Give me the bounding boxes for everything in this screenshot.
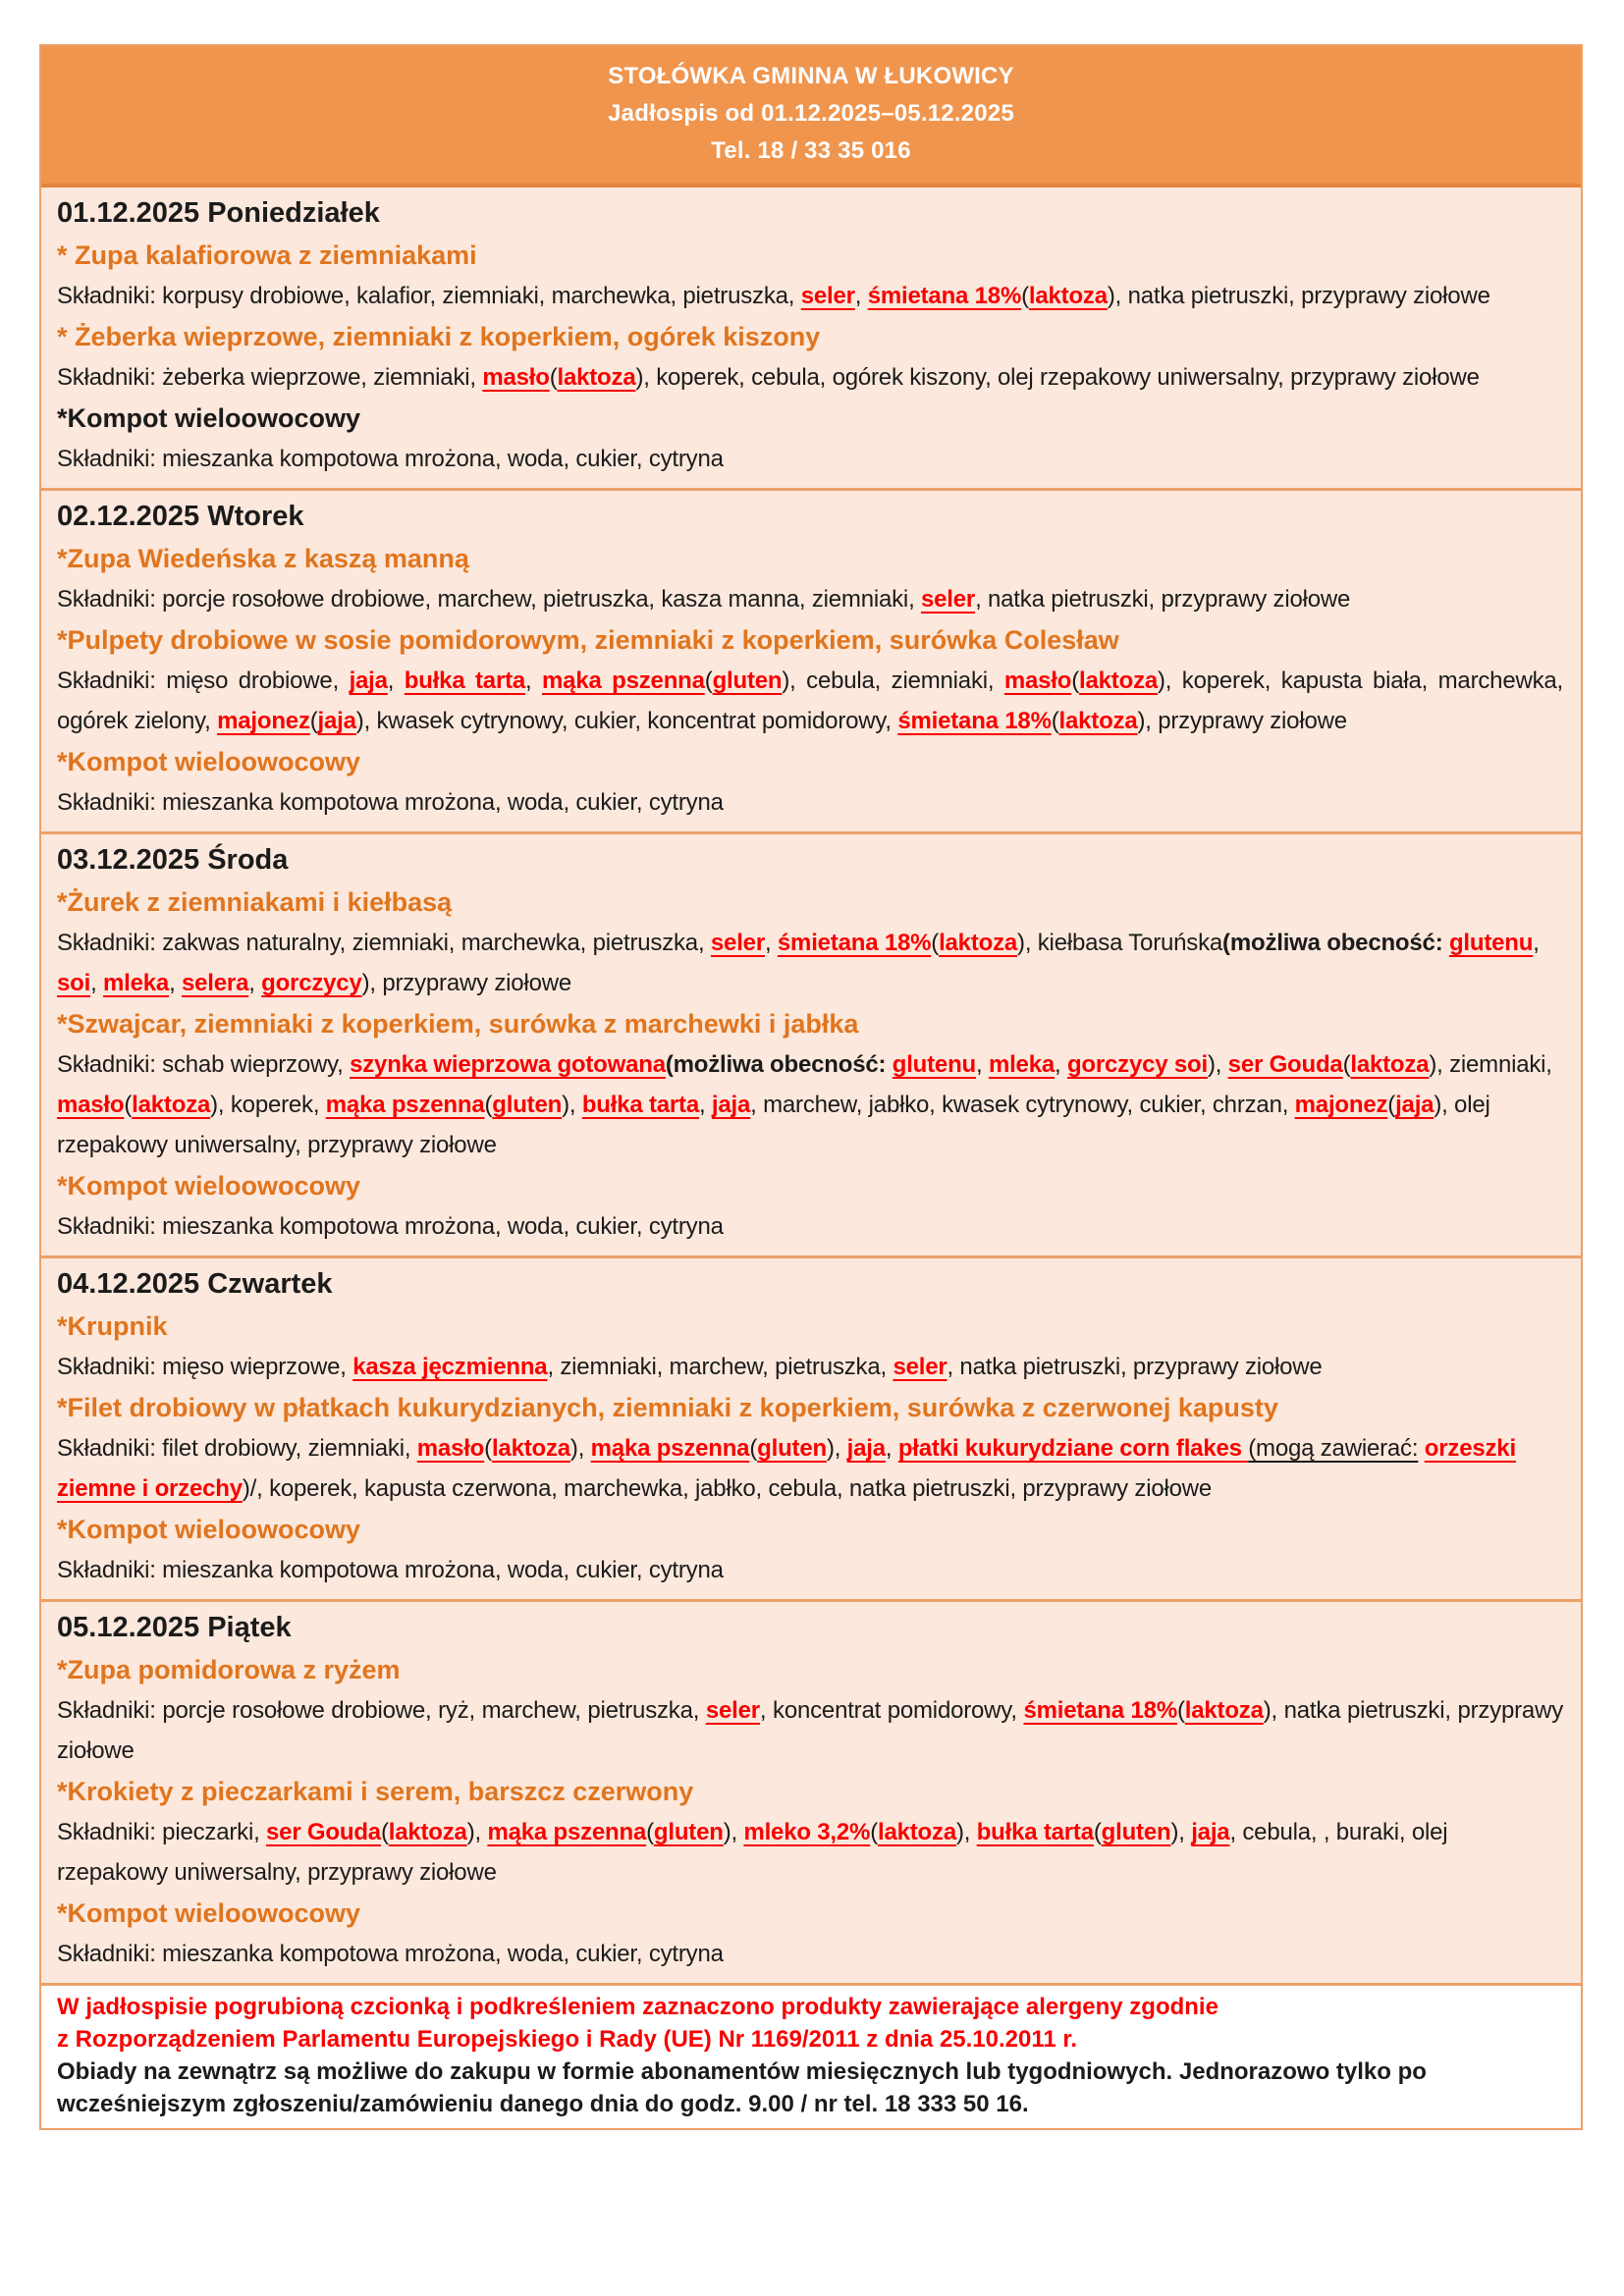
allergen-text: jaja: [317, 708, 356, 734]
dish-title: *Szwajcar, ziemniaki z koperkiem, surówka z marchewki i jabłka: [57, 1009, 859, 1039]
allergen-text: masło: [416, 1435, 485, 1462]
ingredient-text: (: [749, 1435, 758, 1462]
allergen-text: bułka tarta: [976, 1819, 1094, 1845]
ingredient-text: Składniki: mieszanka kompotowa mrożona, woda, cukier, cytryna: [57, 1941, 724, 1967]
ingredient-text: , natka pietruszki, przyprawy ziołowe: [975, 586, 1351, 613]
ingredient-text: ,: [169, 970, 183, 996]
allergen-text: gluten: [1101, 1819, 1171, 1845]
ingredient-text: ),: [1170, 1819, 1192, 1845]
ingredient-text: ), koperek,: [210, 1092, 326, 1118]
ingredient-text: ,: [976, 1051, 989, 1078]
allergen-text: glutenu: [1448, 930, 1534, 956]
dish-ingredients: [57, 1428, 1563, 1509]
allergen-text: laktoza: [939, 930, 1018, 956]
dish-title: *Krupnik: [57, 1311, 168, 1341]
dish-ingredients: [57, 1044, 1563, 1165]
day-date-heading: 05.12.2025 Piątek: [57, 1612, 292, 1643]
allergen-text: seler: [921, 586, 976, 613]
footer-ordering-note: Obiady na zewnątrz są możliwe do zakupu w formie abonamentów miesięcznych lub tygodniowych. Jednorazowo tylko po wcześniejszym zgłoszeniu/zamówieniu danego dnia do godz. 9.00 / nr tel. 18 333 50 16.: [57, 2058, 1427, 2117]
ingredient-text: (: [484, 1092, 493, 1118]
allergen-text: selera: [182, 970, 249, 996]
dish-ingredients: [57, 1690, 1563, 1771]
allergen-text: glutenu: [892, 1051, 976, 1078]
dish-title: *Kompot wieloowocowy: [57, 1898, 361, 1928]
dish-title: *Kompot wieloowocowy: [57, 1171, 361, 1201]
allergen-text: mleka: [103, 970, 170, 996]
ingredient-text: Składniki: korpusy drobiowe, kalafior, ziemniaki, marchewka, pietruszka,: [57, 283, 801, 309]
allergen-text: seler: [705, 1697, 760, 1724]
allergen-text: kasza jęczmienna: [352, 1354, 548, 1380]
allergen-text: śmietana 18%: [867, 283, 1022, 309]
footer-allergen-note-line: z Rozporządzeniem Parlamentu Europejskiego i Rady (UE) Nr 1169/2011 z dnia 25.10.2011 r.: [57, 2026, 1078, 2053]
day-date-heading: 02.12.2025 Wtorek: [57, 501, 304, 532]
allergen-text: laktoza: [878, 1819, 956, 1845]
ingredient-text: , natka pietruszki, przyprawy ziołowe: [947, 1354, 1323, 1380]
allergen-text: seler: [893, 1354, 947, 1380]
day-section: [41, 831, 1581, 1255]
ingredient-text: Składniki: schab wieprzowy,: [57, 1051, 351, 1078]
ingredient-text: ), cebula, ziemniaki,: [782, 667, 1004, 694]
ingredient-text: ),: [1207, 1051, 1228, 1078]
allergen-text: jaja: [711, 1092, 751, 1118]
allergen-text: mleka: [988, 1051, 1055, 1078]
dish-ingredients: [57, 923, 1563, 1003]
ingredient-text: (: [931, 930, 940, 956]
ingredient-text: Składniki: porcje rosołowe drobiowe, ryż, marchew, pietruszka,: [57, 1697, 706, 1724]
allergen-text: laktoza: [1079, 667, 1159, 694]
canteen-phone: Tel. 18 / 33 35 016: [711, 137, 911, 164]
ingredient-text: , cebula, , buraki, olej rzepakowy uniwersalny, przyprawy ziołowe: [57, 1819, 1448, 1886]
dish-ingredients: [57, 1347, 1563, 1387]
ingredient-text: ), natka pietruszki, przyprawy ziołowe: [1107, 283, 1490, 309]
menu-days: [41, 187, 1581, 1983]
ingredient-text: (: [1021, 283, 1029, 309]
allergen-text: laktoza: [388, 1819, 467, 1845]
ingredient-text: (: [646, 1819, 654, 1845]
ingredient-text: ),: [723, 1819, 744, 1845]
dish-ingredients: [57, 782, 1563, 823]
ingredient-text: ), kiełbasa Toruńska: [1017, 930, 1223, 956]
allergen-text: laktoza: [132, 1092, 211, 1118]
ingredient-text: ), kwasek cytrynowy, cukier, koncentrat pomidorowy,: [355, 708, 898, 734]
ingredient-text: ,: [248, 970, 262, 996]
ingredient-text: Składniki: mieszanka kompotowa mrożona, woda, cukier, cytryna: [57, 1213, 724, 1240]
canteen-title: STOŁÓWKA GMINNA W ŁUKOWICY: [608, 63, 1014, 89]
dish-ingredients: [57, 1206, 1563, 1247]
dish-title: *Filet drobiowy w płatkach kukurydzianych, ziemniaki z koperkiem, surówka z czerwonej kapusty: [57, 1393, 1278, 1422]
allergen-text: laktoza: [491, 1435, 570, 1462]
dish-ingredients: [57, 276, 1563, 316]
emphasis-text: (możliwa obecność:: [665, 1051, 893, 1078]
allergen-text: ser Gouda: [266, 1819, 381, 1845]
ingredient-text: )/, koperek, kapusta czerwona, marchewka, jabłko, cebula, natka pietruszki, przyprawy ziołowe: [242, 1475, 1213, 1502]
ingredient-text: ,: [525, 667, 543, 694]
allergen-text: gluten: [712, 667, 783, 694]
allergen-text: gorczycy: [261, 970, 362, 996]
allergen-text: śmietana 18%: [777, 930, 932, 956]
ingredient-text: (: [549, 364, 558, 391]
day-date-heading: 01.12.2025 Poniedziałek: [57, 197, 380, 229]
emphasis-text: (mogą zawierać:: [1248, 1435, 1419, 1462]
ingredient-text: ,: [764, 930, 778, 956]
ingredient-text: ),: [569, 1435, 591, 1462]
allergen-text: mąka pszenna: [542, 667, 705, 694]
ingredient-text: ), natka pietruszki, przyprawy ziołowe: [57, 1697, 1564, 1764]
day-section: [41, 1599, 1581, 1983]
allergen-text: laktoza: [1058, 708, 1138, 734]
ingredient-text: (: [1387, 1092, 1396, 1118]
ingredient-text: Składniki: mieszanka kompotowa mrożona, woda, cukier, cytryna: [57, 789, 724, 816]
allergen-text: masło: [1003, 667, 1072, 694]
dish-ingredients: [57, 357, 1563, 398]
ingredient-text: ,: [1055, 1051, 1067, 1078]
ingredient-text: (: [1093, 1819, 1102, 1845]
ingredient-text: Składniki: mięso wieprzowe,: [57, 1354, 353, 1380]
ingredient-text: ,: [854, 283, 868, 309]
ingredient-text: ), ziemniaki,: [1429, 1051, 1552, 1078]
dish-ingredients: [57, 1812, 1563, 1893]
ingredient-text: ,: [90, 970, 104, 996]
allergen-text: śmietana 18%: [897, 708, 1052, 734]
ingredient-text: Składniki: mięso drobiowe,: [57, 667, 350, 694]
dish-title: *Żurek z ziemniakami i kiełbasą: [57, 887, 453, 917]
allergen-text: laktoza: [557, 364, 636, 391]
allergen-text: płatki kukurydziane corn flakes: [897, 1435, 1249, 1462]
allergen-text: śmietana 18%: [1023, 1697, 1177, 1724]
allergen-text: ser Gouda: [1227, 1051, 1343, 1078]
ingredient-text: Składniki: żeberka wieprzowe, ziemniaki,: [57, 364, 483, 391]
dish-title: *Krokiety z pieczarkami i serem, barszcz czerwony: [57, 1777, 694, 1806]
ingredient-text: ),: [466, 1819, 488, 1845]
ingredient-text: (: [1051, 708, 1059, 734]
ingredient-text: Składniki: mieszanka kompotowa mrożona, woda, cukier, cytryna: [57, 1557, 724, 1583]
ingredient-text: ),: [955, 1819, 977, 1845]
ingredient-text: Składniki: pieczarki,: [57, 1819, 267, 1845]
dish-title: *Zupa Wiedeńska z kaszą manną: [57, 544, 469, 573]
day-section: [41, 1255, 1581, 1599]
ingredient-text: Składniki: filet drobiowy, ziemniaki,: [57, 1435, 417, 1462]
dish-ingredients: [57, 579, 1563, 619]
footer-red-lines: [57, 1991, 1563, 2056]
ingredient-text: Składniki: zakwas naturalny, ziemniaki, marchewka, pietruszka,: [57, 930, 711, 956]
ingredient-text: ), przyprawy ziołowe: [1137, 708, 1347, 734]
allergen-text: mleko 3,2%: [743, 1819, 871, 1845]
ingredient-text: ), olej rzepakowy uniwersalny, przyprawy ziołowe: [57, 1092, 1490, 1158]
dish-title: * Żeberka wieprzowe, ziemniaki z koperkiem, ogórek kiszony: [57, 322, 821, 351]
dish-ingredients: [57, 1934, 1563, 1974]
day-section: [41, 488, 1581, 831]
dish-ingredients: [57, 1550, 1563, 1590]
dish-title: *Kompot wieloowocowy: [57, 403, 361, 433]
allergen-text: gorczycy soi: [1066, 1051, 1208, 1078]
allergen-text: masło: [57, 1092, 125, 1118]
ingredient-text: (: [380, 1819, 389, 1845]
dish-title: *Kompot wieloowocowy: [57, 747, 361, 776]
ingredient-text: Składniki: porcje rosołowe drobiowe, marchew, pietruszka, kasza manna, ziemniaki,: [57, 586, 922, 613]
ingredient-text: (: [1176, 1697, 1185, 1724]
day-date-heading: 04.12.2025 Czwartek: [57, 1268, 333, 1300]
allergen-text: majonez: [217, 708, 310, 734]
day-date-heading: 03.12.2025 Środa: [57, 844, 289, 876]
allergen-text: gluten: [653, 1819, 724, 1845]
ingredient-text: (: [870, 1819, 878, 1845]
allergen-text: mąka pszenna: [590, 1435, 750, 1462]
ingredient-text: Składniki: mieszanka kompotowa mrożona, woda, cukier, cytryna: [57, 446, 724, 472]
ingredient-text: (: [484, 1435, 492, 1462]
dish-title: *Zupa pomidorowa z ryżem: [57, 1655, 401, 1684]
ingredient-text: ),: [826, 1435, 847, 1462]
allergen-text: mąka pszenna: [487, 1819, 647, 1845]
day-section: [41, 187, 1581, 488]
dish-title: *Kompot wieloowocowy: [57, 1515, 361, 1544]
allergen-text: seler: [800, 283, 855, 309]
ingredient-text: ), przyprawy ziołowe: [361, 970, 572, 996]
menu-header: [41, 46, 1581, 187]
allergen-text: jaja: [1191, 1819, 1230, 1845]
allergen-text: jaja: [846, 1435, 886, 1462]
ingredient-text: (: [1342, 1051, 1351, 1078]
emphasis-text: (możliwa obecność:: [1222, 930, 1449, 956]
allergen-text: laktoza: [1184, 1697, 1264, 1724]
dish-ingredients: [57, 661, 1563, 741]
ingredient-text: , ziemniaki, marchew, pietruszka,: [547, 1354, 893, 1380]
ingredient-text: ), koperek, cebula, ogórek kiszony, olej rzepakowy uniwersalny, przyprawy ziołowe: [635, 364, 1480, 391]
ingredient-text: ,: [885, 1435, 898, 1462]
allergen-text: seler: [710, 930, 765, 956]
ingredient-text: ),: [562, 1092, 582, 1118]
dish-title: *Pulpety drobiowe w sosie pomidorowym, ziemniaki z koperkiem, surówka Colesław: [57, 625, 1119, 655]
ingredient-text: ,: [698, 1092, 712, 1118]
allergen-text: masło: [482, 364, 550, 391]
dish-ingredients: [57, 439, 1563, 479]
allergen-text: gluten: [492, 1092, 563, 1118]
ingredient-text: ,: [1533, 930, 1540, 956]
allergen-text: bułka tarta: [404, 667, 526, 694]
footer-allergen-note-line: W jadłospisie pogrubioną czcionką i podkreśleniem zaznaczono produkty zawierające alergeny zgodnie: [57, 1994, 1218, 2020]
allergen-text: bułka tarta: [581, 1092, 699, 1118]
ingredient-text: (: [1071, 667, 1080, 694]
allergen-text: jaja: [1395, 1092, 1435, 1118]
ingredient-text: (: [309, 708, 318, 734]
allergen-text: mąka pszenna: [325, 1092, 485, 1118]
allergen-text: soi: [57, 970, 91, 996]
menu-document: [39, 44, 1583, 2130]
allergen-text: szynka wieprzowa gotowana: [350, 1051, 666, 1078]
ingredient-text: , koncentrat pomidorowy,: [759, 1697, 1024, 1724]
ingredient-text: (: [124, 1092, 133, 1118]
ingredient-text: ), koperek, kapusta biała, marchewka, ogórek zielony,: [57, 667, 1564, 734]
menu-date-range: Jadłospis od 01.12.2025–05.12.2025: [608, 100, 1014, 127]
allergen-text: jaja: [349, 667, 388, 694]
allergen-text: majonez: [1294, 1092, 1388, 1118]
allergen-text: orzeszki ziemne i orzechy: [57, 1435, 1516, 1502]
ingredient-text: (: [704, 667, 713, 694]
menu-footer: [41, 1983, 1581, 2128]
allergen-text: laktoza: [1028, 283, 1108, 309]
dish-title: * Zupa kalafiorowa z ziemniakami: [57, 240, 477, 270]
allergen-text: gluten: [757, 1435, 827, 1462]
ingredient-text: ,: [387, 667, 405, 694]
allergen-text: laktoza: [1350, 1051, 1430, 1078]
ingredient-text: , marchew, jabłko, kwasek cytrynowy, cukier, chrzan,: [750, 1092, 1295, 1118]
